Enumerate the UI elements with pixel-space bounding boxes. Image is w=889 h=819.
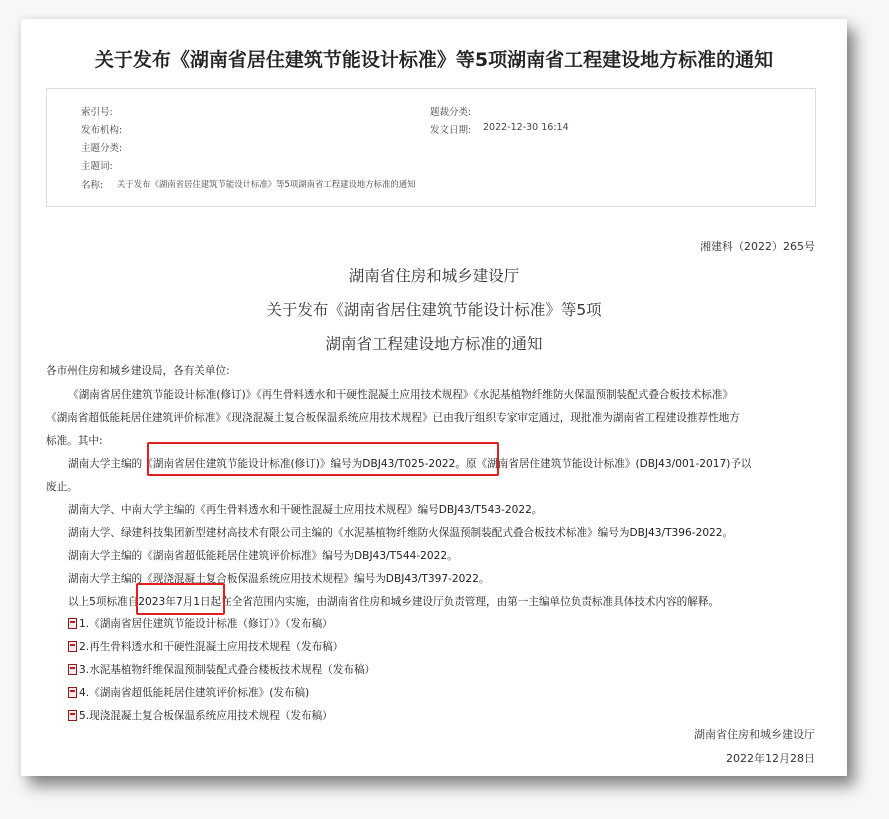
item-2: 湖南大学、中南大学主编的《再生骨料透水和干硬性混凝土应用技术规程》编号DBJ43/T543-2022。 <box>68 504 543 516</box>
implementation-prefix: 以上5项标准 <box>68 596 128 608</box>
item-3: 湖南大学、绿建科技集团新型建材高技术有限公司主编的《水泥基植物纤维防火保温预制装配式叠合板技术标准》编号为DBJ43/T396-2022。 <box>68 527 734 539</box>
paragraph-1-line-1: 《湖南省居住建筑节能设计标准(修订)》《再生骨料透水和干硬性混凝土应用技术规程》《水泥基植物纤维防火保温预制装配式叠合板技术标准》 <box>68 389 734 401</box>
attachment-3[interactable] <box>68 662 375 677</box>
date-label: 发文日期: <box>430 125 472 136</box>
heading-line-2: 关于发布《湖南省居住建筑节能设计标准》等5项 <box>266 301 602 319</box>
implementation-suffix: 起在全省范围内实施，由湖南省住房和城乡建设厅负责管理，由第一主编单位负责标准具体技术内容的解释。 <box>210 596 720 608</box>
item-1-prefix: 湖南大学主编的 <box>68 458 143 470</box>
paragraph-1-line-2: 《湖南省超低能耗居住建筑评价标准》《现浇混凝土复合板保温系统应用技术规程》已由我厅组织专家审定通过，现批准为湖南省工程建设推荐性地方 <box>46 412 740 424</box>
document-page <box>21 19 847 776</box>
pdf-icon <box>68 641 77 652</box>
paragraph-1-line-3: 标准。其中: <box>46 435 103 447</box>
salutation: 各市州住房和城乡建设局，各有关单位: <box>46 365 230 377</box>
signature-date: 2022年12月28日 <box>726 752 815 765</box>
pdf-icon <box>68 618 77 629</box>
item-5: 湖南大学主编的《现浇混凝土复合板保温系统应用技术规程》编号为DBJ43/T397-2022。 <box>68 573 490 585</box>
name-value: 关于发布《湖南省居住建筑节能设计标准》等5项湖南省工程建设地方标准的通知 <box>117 179 416 189</box>
attachment-2[interactable] <box>68 639 343 654</box>
name-label: 名称: <box>81 180 104 191</box>
pdf-icon <box>68 687 77 698</box>
date-value: 2022-12-30 16:14 <box>483 122 569 133</box>
page-title: 关于发布《湖南省居住建筑节能设计标准》等5项湖南省工程建设地方标准的通知 <box>94 49 774 71</box>
heading-line-3: 湖南省工程建设地方标准的通知 <box>325 335 543 353</box>
item-1-line-2: 废止。 <box>46 481 78 493</box>
heading-issuer: 湖南省住房和城乡建设厅 <box>348 267 520 285</box>
attachment-1-label[interactable]: 1.《湖南省居住建筑节能设计标准（修订）》（发布稿） <box>79 618 333 630</box>
item-1-suffix: 原《湖南省居住建筑节能设计标准》(DBJ43/001-2017)予以 <box>465 458 752 470</box>
genre-label: 题裁分类: <box>430 107 472 118</box>
pdf-icon <box>68 710 77 721</box>
attachment-4-label[interactable]: 4.《湖南省超低能耗居住建筑评价标准》(发布稿) <box>79 687 310 699</box>
publisher-label: 发布机构: <box>81 125 123 136</box>
attachment-1[interactable] <box>68 616 333 631</box>
attachment-5[interactable] <box>68 708 333 723</box>
topic-words-label: 主题词: <box>81 161 113 172</box>
implementation-date-highlight: 自2023年7月1日 <box>127 596 211 608</box>
highlight-box-standard-number <box>147 442 499 476</box>
metadata-panel <box>46 88 816 207</box>
item-4: 湖南大学主编的《湖南省超低能耗居住建筑评价标准》编号为DBJ43/T544-2022。 <box>68 550 458 562</box>
signature-org: 湖南省住房和城乡建设厅 <box>694 728 815 741</box>
pdf-icon <box>68 664 77 675</box>
item-1-highlight: 《湖南省居住建筑节能设计标准(修订)》编号为DBJ43/T025-2022。 <box>142 458 466 470</box>
attachment-2-label[interactable]: 2.再生骨料透水和干硬性混凝土应用技术规程（发布稿） <box>79 641 344 653</box>
attachment-3-label[interactable]: 3.水泥基植物纤维保温预制装配式叠合楼板技术规程（发布稿） <box>79 664 376 676</box>
highlight-box-implementation-date <box>136 583 225 615</box>
index-no-label: 索引号: <box>81 107 113 118</box>
attachment-4[interactable] <box>68 685 309 700</box>
topic-category-label: 主题分类: <box>81 143 123 154</box>
document-reference-number: 湘建科（2022）265号 <box>700 240 815 253</box>
attachment-5-label[interactable]: 5.现浇混凝土复合板保温系统应用技术规程（发布稿） <box>79 710 333 722</box>
